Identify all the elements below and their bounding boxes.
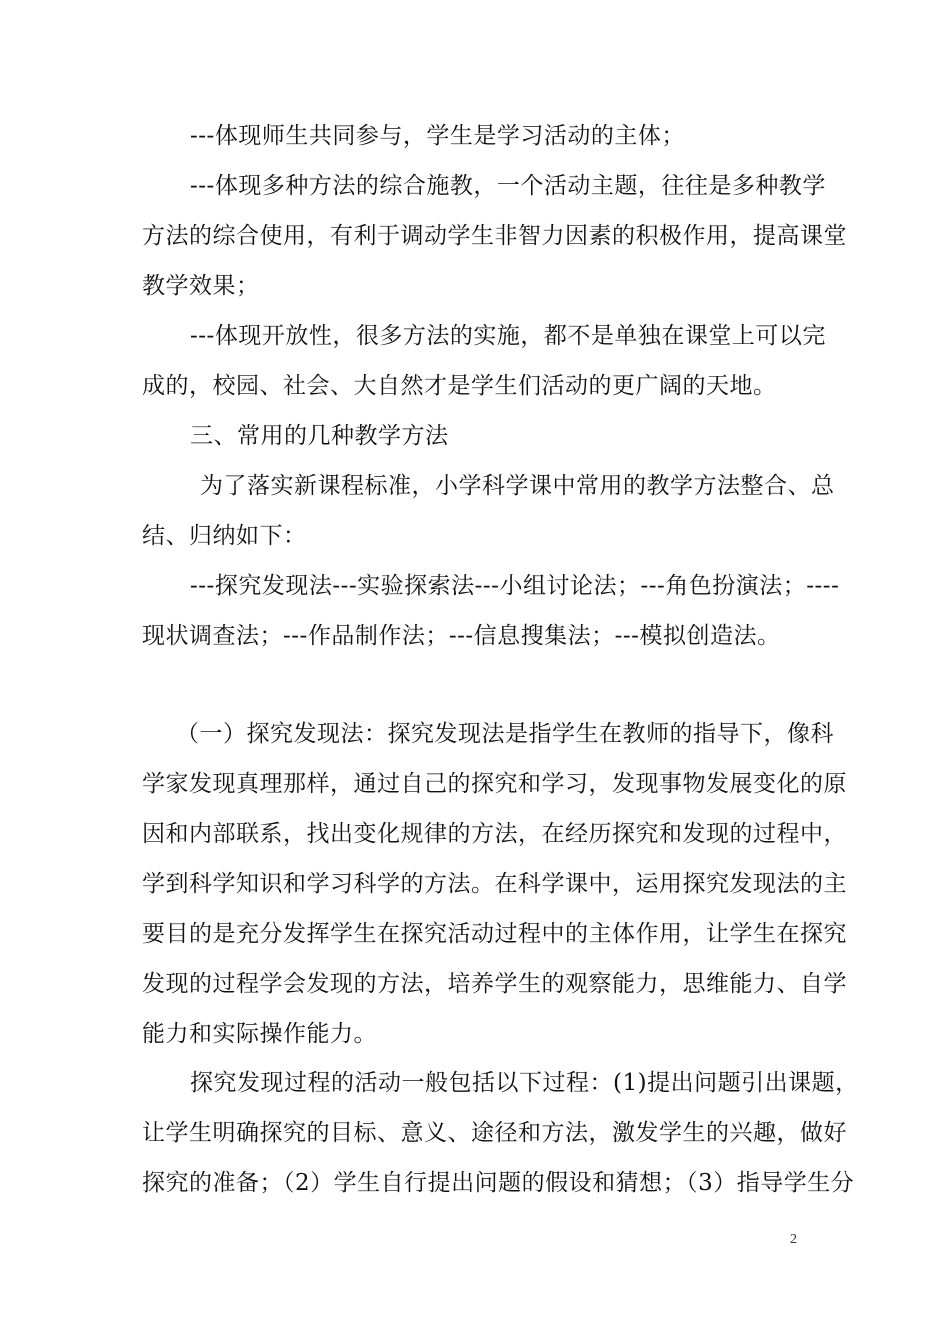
text-line: 为了落实新课程标准，小学科学课中常用的教学方法整合、总 — [200, 473, 835, 499]
text-line: 探究的准备；（2）学生自行提出问题的假设和猜想；（3）指导学生分 — [142, 1170, 855, 1196]
text-line: 学家发现真理那样，通过自己的探究和学习，发现事物发展变化的原 — [142, 771, 847, 797]
subsection-heading: （一）探究发现法：探究发现法是指学生在教师的指导下，像科 — [176, 721, 834, 747]
section-heading: 三、常用的几种教学方法 — [190, 423, 449, 449]
text-line: ---体现开放性，很多方法的实施，都不是单独在课堂上可以完 — [190, 323, 826, 349]
text-line: ---体现师生共同参与，学生是学习活动的主体； — [190, 123, 685, 149]
text-line: 因和内部联系，找出变化规律的方法，在经历探究和发现的过程中， — [142, 821, 847, 847]
text-line: 方法的综合使用，有利于调动学生非智力因素的积极作用，提高课堂 — [142, 223, 847, 249]
text-line: 成的，校园、社会、大自然才是学生们活动的更广阔的天地。 — [142, 373, 777, 399]
text-line: 教学效果； — [142, 273, 260, 299]
page-number: 2 — [790, 1232, 797, 1247]
text-line: ---探究发现法---实验探索法---小组讨论法；---角色扮演法；---- — [190, 573, 840, 599]
text-line: 要目的是充分发挥学生在探究活动过程中的主体作用，让学生在探究 — [142, 921, 847, 947]
text-line: ---体现多种方法的综合施教，一个活动主题，往往是多种教学 — [190, 173, 826, 199]
text-line: 现状调查法；---作品制作法；---信息搜集法；---模拟创造法。 — [142, 623, 781, 649]
text-line: 能力和实际操作能力。 — [142, 1021, 377, 1047]
text-line: 学到科学知识和学习科学的方法。在科学课中，运用探究发现法的主 — [142, 871, 847, 897]
text-line: 结、归纳如下： — [142, 523, 307, 549]
text-line: 让学生明确探究的目标、意义、途径和方法，激发学生的兴趣，做好 — [142, 1120, 847, 1146]
text-line: 发现的过程学会发现的方法，培养学生的观察能力，思维能力、自学 — [142, 971, 847, 997]
text-line: 探究发现过程的活动一般包括以下过程：(1)提出问题引出课题， — [190, 1070, 859, 1096]
